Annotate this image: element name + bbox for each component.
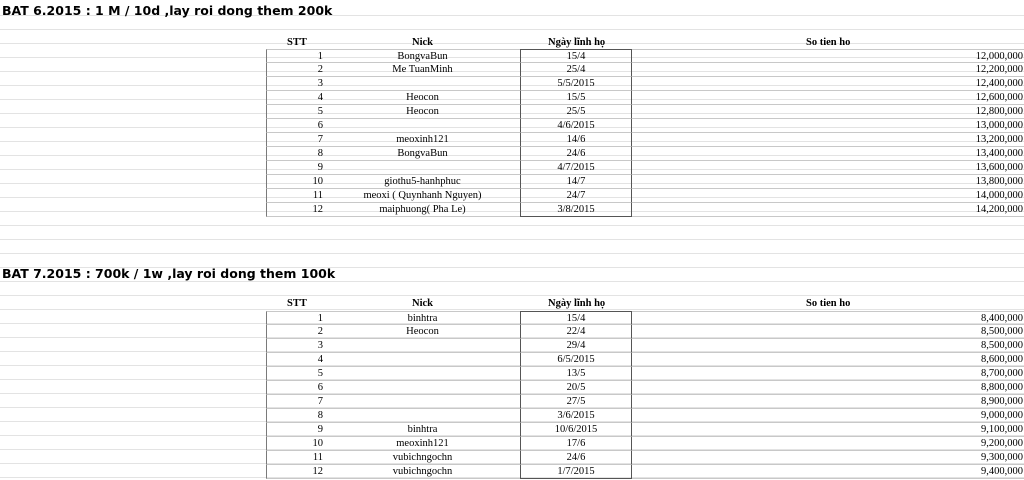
cell-stt[interactable]: 1 (266, 311, 325, 325)
cell-date[interactable]: 24/6 (520, 147, 632, 161)
cell-date[interactable]: 5/5/2015 (520, 77, 632, 91)
cell-date[interactable]: 1/7/2015 (520, 465, 632, 479)
cell-stt[interactable]: 1 (266, 49, 325, 63)
table-row (266, 423, 1024, 437)
cell-nick[interactable]: meoxi ( Quynhanh Nguyen) (325, 189, 520, 203)
cell-date[interactable]: 4/7/2015 (520, 161, 632, 175)
cell-amount[interactable]: 9,300,000 (632, 451, 1024, 465)
cell-nick[interactable] (325, 161, 520, 175)
table-row (266, 189, 1024, 203)
cell-nick[interactable] (325, 409, 520, 423)
cell-date[interactable]: 24/6 (520, 451, 632, 465)
cell-date[interactable]: 22/4 (520, 325, 632, 339)
cell-date[interactable]: 6/5/2015 (520, 353, 632, 367)
cell-amount[interactable]: 8,600,000 (632, 353, 1024, 367)
cell-amount[interactable]: 14,200,000 (632, 203, 1024, 217)
header-stt: STT (287, 298, 307, 309)
cell-amount[interactable]: 8,800,000 (632, 381, 1024, 395)
table-row (266, 465, 1024, 479)
cell-nick[interactable]: BongvaBun (325, 147, 520, 161)
cell-stt[interactable]: 5 (266, 105, 325, 119)
header-date: Ngày lĩnh họ (548, 298, 606, 309)
cell-date[interactable]: 13/5 (520, 367, 632, 381)
table-row (266, 339, 1024, 353)
cell-amount[interactable]: 13,800,000 (632, 175, 1024, 189)
payout-table (266, 311, 1024, 479)
header-date: Ngày lĩnh họ (548, 37, 606, 48)
header-amount: So tien ho (806, 298, 851, 309)
table-header (0, 36, 1024, 50)
table-row (266, 311, 1024, 325)
table-row (266, 49, 1024, 63)
section-bat-7-2015 (0, 263, 1024, 480)
table-row (266, 147, 1024, 161)
cell-amount[interactable]: 9,400,000 (632, 465, 1024, 479)
cell-amount[interactable]: 8,500,000 (632, 339, 1024, 353)
cell-date[interactable]: 17/6 (520, 437, 632, 451)
table-row (266, 381, 1024, 395)
cell-amount[interactable]: 12,600,000 (632, 91, 1024, 105)
cell-date[interactable]: 20/5 (520, 381, 632, 395)
cell-nick[interactable] (325, 381, 520, 395)
cell-date[interactable]: 27/5 (520, 395, 632, 409)
cell-amount[interactable]: 8,400,000 (632, 311, 1024, 325)
cell-stt[interactable]: 6 (266, 119, 325, 133)
table-row (266, 353, 1024, 367)
table-row (266, 63, 1024, 77)
cell-stt[interactable]: 10 (266, 437, 325, 451)
table-row (266, 119, 1024, 133)
cell-nick[interactable]: giothu5-hanhphuc (325, 175, 520, 189)
cell-nick[interactable]: BongvaBun (325, 49, 520, 63)
cell-stt[interactable]: 9 (266, 423, 325, 437)
cell-date[interactable]: 15/4 (520, 49, 632, 63)
header-stt: STT (287, 37, 307, 48)
cell-stt[interactable]: 5 (266, 367, 325, 381)
cell-nick[interactable]: binhtra (325, 311, 520, 325)
cell-amount[interactable]: 13,200,000 (632, 133, 1024, 147)
cell-amount[interactable]: 9,000,000 (632, 409, 1024, 423)
cell-date[interactable]: 10/6/2015 (520, 423, 632, 437)
cell-amount[interactable]: 12,800,000 (632, 105, 1024, 119)
cell-nick[interactable]: Me TuanMinh (325, 63, 520, 77)
cell-stt[interactable]: 11 (266, 189, 325, 203)
cell-stt[interactable]: 4 (266, 353, 325, 367)
section-title: BAT 6.2015 : 1 M / 10d ,lay roi dong them 200k (2, 3, 333, 18)
cell-nick[interactable]: Heocon (325, 105, 520, 119)
cell-amount[interactable]: 13,400,000 (632, 147, 1024, 161)
cell-nick[interactable] (325, 353, 520, 367)
cell-stt[interactable]: 3 (266, 77, 325, 91)
table-row (266, 395, 1024, 409)
cell-amount[interactable]: 12,400,000 (632, 77, 1024, 91)
cell-nick[interactable]: vubichngochn (325, 465, 520, 479)
cell-amount[interactable]: 13,600,000 (632, 161, 1024, 175)
cell-date[interactable]: 24/7 (520, 189, 632, 203)
table-row (266, 203, 1024, 217)
cell-stt[interactable]: 9 (266, 161, 325, 175)
table-row (266, 133, 1024, 147)
cell-stt[interactable]: 2 (266, 325, 325, 339)
header-nick: Nick (412, 298, 433, 309)
cell-amount[interactable]: 12,000,000 (632, 49, 1024, 63)
table-row (266, 91, 1024, 105)
cell-date[interactable]: 25/4 (520, 63, 632, 77)
cell-stt[interactable]: 4 (266, 91, 325, 105)
cell-nick[interactable] (325, 119, 520, 133)
cell-stt[interactable]: 2 (266, 63, 325, 77)
cell-date[interactable]: 25/5 (520, 105, 632, 119)
cell-nick[interactable] (325, 367, 520, 381)
cell-stt[interactable]: 12 (266, 465, 325, 479)
cell-amount[interactable]: 8,500,000 (632, 325, 1024, 339)
cell-stt[interactable]: 12 (266, 203, 325, 217)
cell-date[interactable]: 4/6/2015 (520, 119, 632, 133)
cell-date[interactable]: 3/8/2015 (520, 203, 632, 217)
section-title: BAT 7.2015 : 700k / 1w ,lay roi dong them 100k (2, 266, 336, 281)
cell-date[interactable]: 15/5 (520, 91, 632, 105)
table-row (266, 77, 1024, 91)
section-bat-6-2015 (0, 0, 1024, 220)
table-row (266, 367, 1024, 381)
payout-table (266, 49, 1024, 217)
table-row (266, 325, 1024, 339)
table-row (266, 175, 1024, 189)
cell-amount[interactable]: 8,900,000 (632, 395, 1024, 409)
cell-nick[interactable]: Heocon (325, 325, 520, 339)
cell-date[interactable]: 15/4 (520, 311, 632, 325)
cell-stt[interactable]: 11 (266, 451, 325, 465)
table-row (266, 451, 1024, 465)
table-row (266, 409, 1024, 423)
table-header (0, 297, 1024, 311)
table-row (266, 437, 1024, 451)
cell-date[interactable]: 14/6 (520, 133, 632, 147)
cell-amount[interactable]: 13,000,000 (632, 119, 1024, 133)
cell-amount[interactable]: 9,200,000 (632, 437, 1024, 451)
cell-nick[interactable]: meoxinh121 (325, 437, 520, 451)
table-row (266, 105, 1024, 119)
cell-nick[interactable]: meoxinh121 (325, 133, 520, 147)
cell-stt[interactable]: 8 (266, 409, 325, 423)
cell-nick[interactable]: Heocon (325, 91, 520, 105)
cell-nick[interactable] (325, 77, 520, 91)
cell-nick[interactable] (325, 395, 520, 409)
table-row (266, 161, 1024, 175)
cell-date[interactable]: 14/7 (520, 175, 632, 189)
cell-stt[interactable]: 7 (266, 133, 325, 147)
header-nick: Nick (412, 37, 433, 48)
cell-date[interactable]: 3/6/2015 (520, 409, 632, 423)
cell-nick[interactable]: vubichngochn (325, 451, 520, 465)
cell-amount[interactable]: 14,000,000 (632, 189, 1024, 203)
cell-date[interactable]: 29/4 (520, 339, 632, 353)
cell-stt[interactable]: 10 (266, 175, 325, 189)
header-amount: So tien ho (806, 37, 851, 48)
cell-nick[interactable]: binhtra (325, 423, 520, 437)
cell-amount[interactable]: 9,100,000 (632, 423, 1024, 437)
cell-stt[interactable]: 8 (266, 147, 325, 161)
cell-amount[interactable]: 8,700,000 (632, 367, 1024, 381)
cell-stt[interactable]: 6 (266, 381, 325, 395)
cell-stt[interactable]: 7 (266, 395, 325, 409)
cell-nick[interactable]: maiphuong( Pha Le) (325, 203, 520, 217)
cell-stt[interactable]: 3 (266, 339, 325, 353)
cell-amount[interactable]: 12,200,000 (632, 63, 1024, 77)
cell-nick[interactable] (325, 339, 520, 353)
